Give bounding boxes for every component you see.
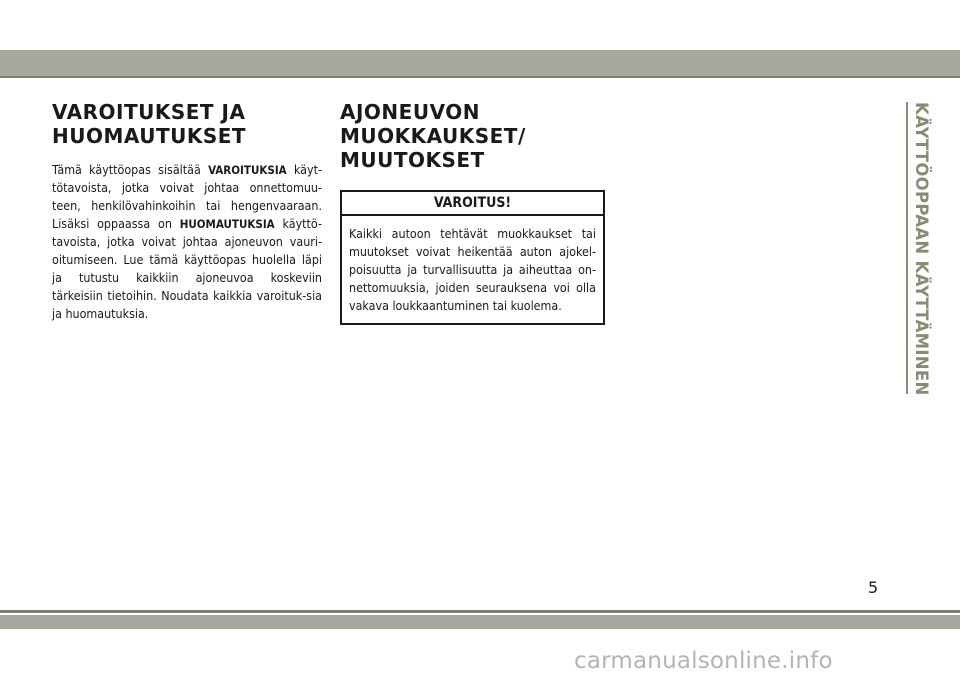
section-body-text: Tämä käyttöopas sisältää VAROITUKSIA käyt-tötavoista, jotka voivat johtaa onnettomuu-teen, henkilövahinkoihin tai hengenvaaraan. Lisäksi oppaassa on HUOMAUTUKSIA käyttö-tavoista, jotka voivat johtaa ajoneuvon vauri-oitumiseen. Lue tämä käyttöopas huolella läpi ja tutustu kaikkiin ajoneuvoa koskeviin tärkeisiin tietoihin. Noudata kaikkia varoituk-sia ja huomautuksia. (52, 162, 322, 321)
header-band (0, 50, 960, 76)
section-heading: AJONEUVON MUOKKAUKSET/ MUUTOKSET (340, 100, 526, 172)
keyword-notes: HUOMAUTUKSIA (179, 217, 275, 231)
warning-title: VAROITUS! (342, 192, 603, 216)
section-warnings-notes (52, 100, 322, 323)
warning-box (340, 190, 605, 325)
section-heading: VAROITUKSET JA HUOMAUTUKSET (52, 100, 247, 148)
warning-text: Kaikki autoon tehtävät muokkaukset tai muutokset voivat heikentää auton ajokel-poisuutta ja turvallisuutta ja aiheuttaa on-nettomuuksia, joiden seurauksena voi olla vakava loukkaantuminen tai kuolema. (349, 226, 596, 313)
footer-band (0, 615, 960, 629)
section-vehicle-modifications (340, 100, 605, 325)
watermark: carmanualsonline.info (574, 648, 833, 674)
chapter-side-tab: KÄYTTÖOPPAAN KÄYTTÄMINEN (906, 102, 932, 394)
page-number: 5 (868, 578, 879, 597)
footer-line (0, 610, 960, 613)
keyword-warnings: VAROITUKSIA (208, 163, 287, 177)
